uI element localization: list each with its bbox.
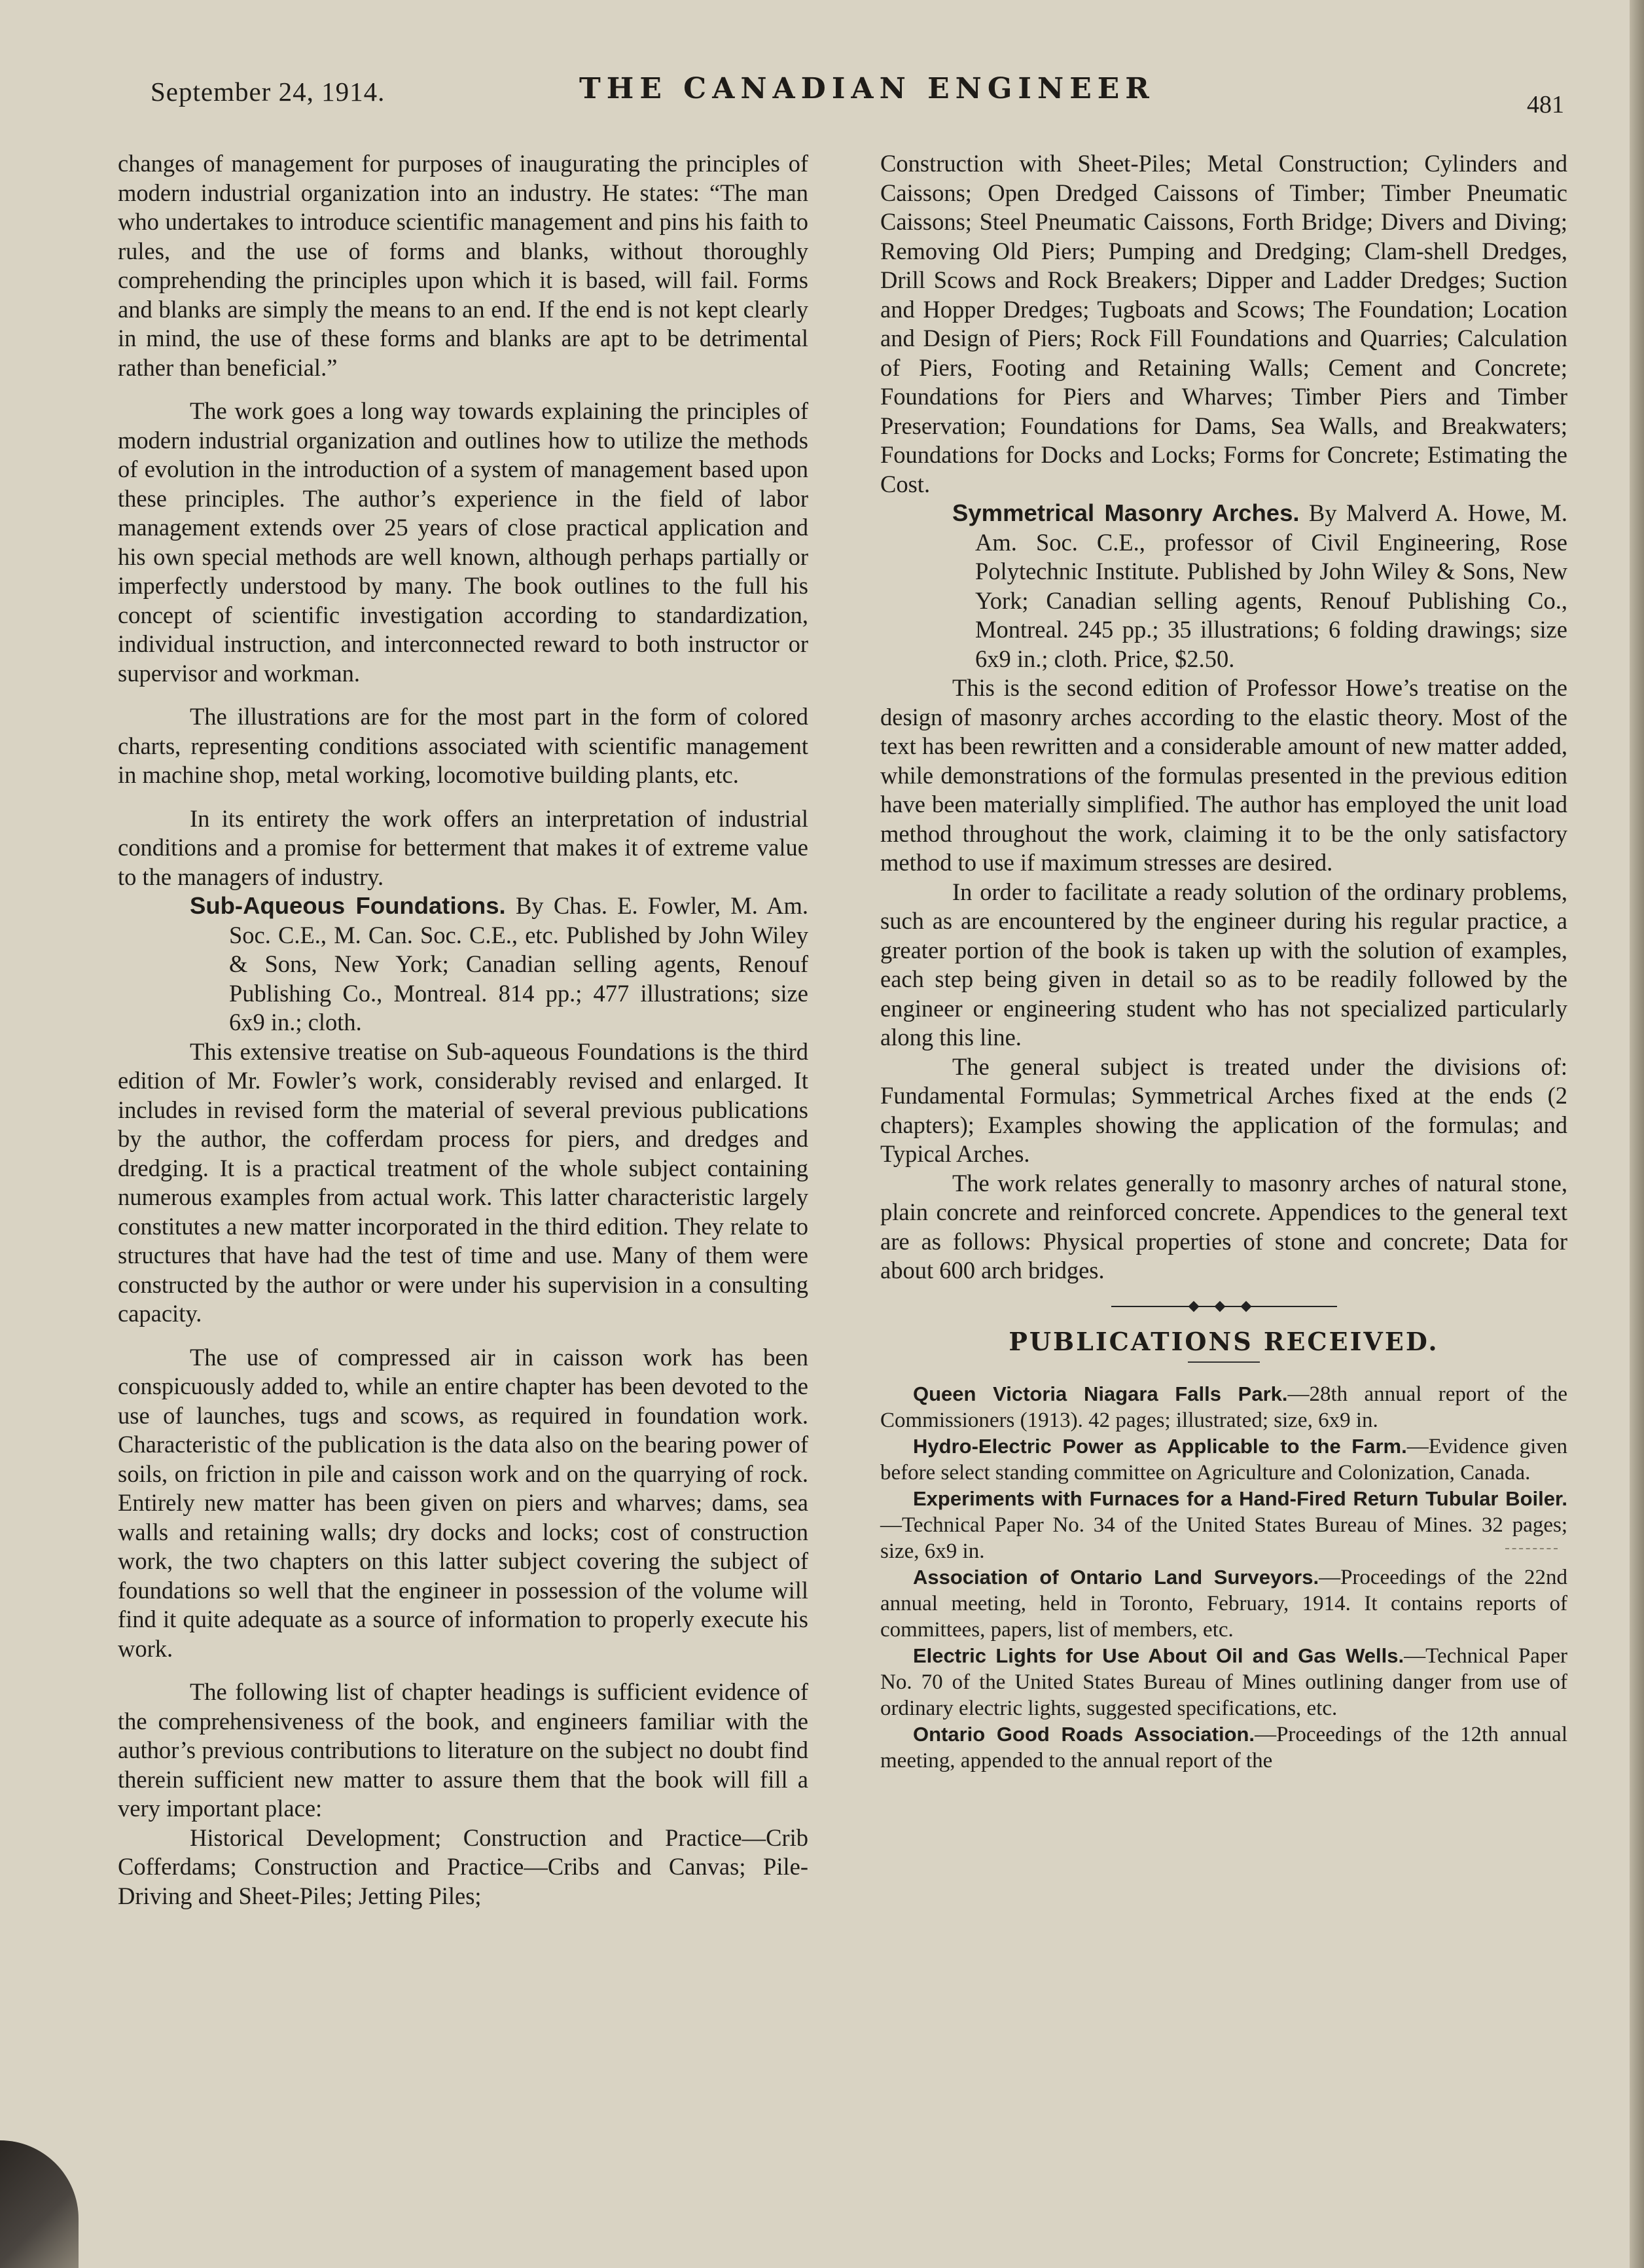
- publication-text: —Proceedings of the 12th annual meeting, appended to the annual report of the: [880, 1723, 1567, 1773]
- publication-entry: [880, 1381, 1567, 1433]
- left-column: [118, 149, 808, 1911]
- book-title: Symmetrical Masonry Arches.: [952, 499, 1300, 526]
- publication-text: —Proceedings of the 22nd annual meeting, held in Toronto, February, 1914. It contains reports of committees, papers, list of members, etc.: [880, 1566, 1567, 1642]
- paragraph: The following list of chapter headings is sufficient evidence of the comprehensiveness of the book, and engineers familiar with the author’s previous contributions to literature on the subject no doubt find therein sufficient new matter to assure them that the book will fill a very important place:: [118, 1678, 808, 1822]
- publication-title: Ontario Good Roads Association.: [913, 1723, 1255, 1746]
- chapter-list-continued: Construction with Sheet-Piles; Metal Construction; Cylinders and Caissons; Open Dredged Caissons of Timber; Timber Pneumatic Caissons; Steel Pneumatic Caissons, Forth Bridge; Divers and Diving; Removing Old Piers; Pumping and Dredging; Clam-shell Dredges, Drill Scows and Rock Breakers; Dipper and Ladder Dredges; Suction and Hopper Dredges; Tugboats and Scows; The Foundation; Location and Design of Piers; Rock Fill Foundations and Quarries; Calculation of Piers, Footing and Retaining Walls; Cement and Concrete; Foundations for Piers and Wharves; Timber Piers and Timber Preservation; Foundations for Dams, Sea Walls, and Breakwaters; Foundations for Docks and Locks; Forms for Concrete; Estimating the Cost.: [880, 150, 1567, 497]
- publication-text: —Technical Paper No. 70 of the United States Bureau of Mines outlining danger from use of ordinary electric lights, suggested specifications, etc.: [880, 1644, 1567, 1720]
- book-details: By Chas. E. Fowler, M. Am. Soc. C.E., M. Can. Soc. C.E., etc. Published by John Wiley & Sons, New York; Canadian selling agents, Renouf Publishing Co., Montreal. 814 pp.; 477 illustrations; size 6x9 in.; cloth.: [229, 892, 809, 1035]
- publication-entry: [880, 1643, 1567, 1721]
- paragraph: The illustrations are for the most part in the form of colored charts, representing conditions associated with scientific management in machine shop, metal working, locomotive building plants, etc.: [118, 703, 808, 788]
- publication-entry: [880, 1433, 1567, 1486]
- publications-heading: PUBLICATIONS RECEIVED.: [1009, 1326, 1439, 1356]
- paragraph: changes of management for purposes of inaugurating the principles of modern industrial organization into an industry. He states: “The man who undertakes to introduce scientific management and pins his faith to rules, and the use of forms and blanks, without thoroughly comprehending the principles upon which it is based, will fail. Forms and blanks are simply the means to an end. If the end is not kept clearly in mind, the use of these forms and blanks are apt to be detrimental rather than beneficial.”: [118, 150, 808, 381]
- paragraph: The general subject is treated under the divisions of: Fundamental Formulas; Symmetrical Arches fixed at the ends (2 chapters); Examples showing the application of the formulas; and Typical Arches.: [880, 1053, 1567, 1167]
- book-review-entry: [118, 891, 808, 1037]
- paragraph: This extensive treatise on Sub-aqueous Foundations is the third edition of Mr. Fowler’s work, considerably revised and enlarged. It includes in revised form the material of several previous publications by the author, the cofferdam process for piers, and dredges and dredging. It is a practical treatment of the whole subject containing numerous examples from actual work. This latter characteristic largely constitutes a new matter incorporated in the third edition. They relate to structures that have had the test of time and use. Many of them were constructed by the author or were under his supervision in a consulting capacity.: [118, 1037, 808, 1327]
- page-mark: [1505, 1548, 1558, 1551]
- book-spine-shadow: [0, 2140, 79, 2268]
- publication-title: Electric Lights for Use About Oil and Gas Wells.: [913, 1644, 1404, 1667]
- header-date: September 24, 1914.: [151, 77, 385, 107]
- paragraph: In its entirety the work offers an interpretation of industrial conditions and a promise for betterment that makes it of extreme value to the managers of industry.: [118, 804, 808, 890]
- chapter-list: Historical Development; Construction and Practice—Crib Cofferdams; Construction and Practice—Cribs and Canvas; Pile-Driving and Sheet-Piles; Jetting Piles;: [118, 1824, 808, 1909]
- right-column: [880, 149, 1567, 1774]
- publication-text: —Technical Paper No. 34 of the United States Bureau of Mines. 32 pages; size, 6x9 in.: [880, 1513, 1567, 1563]
- paragraph: The work goes a long way towards explaining the principles of modern industrial organization and outlines how to utilize the methods of evolution in the introduction of a system of management based upon these principles. The author’s experience in the field of labor management extends over 25 years of close practical application and his own special methods are well known, although perhaps partially or imperfectly understood by many. The book outlines to the full his concept of scientific investigation according to standardization, individual instruction, and interconnected reward to both instructor or supervisor and workman.: [118, 397, 808, 687]
- publication-text: —Evidence given before select standing committee on Agriculture and Colonization, Canada.: [880, 1435, 1567, 1485]
- page-header: [151, 71, 1564, 117]
- page-edge-shadow: [1630, 0, 1644, 2268]
- paragraph: The work relates generally to masonry arches of natural stone, plain concrete and reinforced concrete. Appendices to the general text are as follows: Physical properties of stone and concrete; Data for about 600 arch bridges.: [880, 1169, 1567, 1284]
- paragraph: The use of compressed air in caisson work has been conspicuously added to, while an entire chapter has been devoted to the use of launches, tugs and scows, as required in foundation work. Characteristic of the publication is the data also on the bearing power of soils, on friction in pile and caisson work and on the quarrying of rock. Entirely new matter has been given on piers and wharves; dams, sea walls and retaining walls; dry docks and locks; cost of construction work, the two chapters on this latter subject covering the subject of foundations so well that the engineer in possession of the volume will find it quite adequate as a source of information to properly execute his work.: [118, 1343, 808, 1662]
- publication-entry: [880, 1486, 1567, 1564]
- publication-entry: [880, 1721, 1567, 1774]
- book-review-entry: [880, 499, 1567, 674]
- publication-title: Queen Victoria Niagara Falls Park.: [913, 1382, 1288, 1405]
- paragraph: In order to facilitate a ready solution of the ordinary problems, such as are encountered by the engineer during his regular practice, a greater portion of the book is taken up with the solution of examples, each step being given in detail so as to be readily followed by the engineer or engineering student who has not specialized particularly along this line.: [880, 878, 1567, 1051]
- publication-title: Association of Ontario Land Surveyors.: [913, 1566, 1319, 1589]
- publication-title: Hydro-Electric Power as Applicable to the Farm.: [913, 1435, 1407, 1458]
- paragraph: This is the second edition of Professor Howe’s treatise on the design of masonry arches according to the elastic theory. Most of the text has been rewritten and a considerable amount of new matter added, while demonstrations of the formulas presented in the previous edition have been materially simplified. The author has employed the unit load method throughout the work, claiming it to be the only satisfactory method to use if maximum stresses are desired.: [880, 674, 1567, 876]
- journal-title: THE CANADIAN ENGINEER: [579, 72, 1155, 105]
- ornament-divider: [1111, 1301, 1337, 1312]
- publication-entry: [880, 1564, 1567, 1643]
- heading-rule: [1188, 1361, 1260, 1363]
- page-number: 481: [1527, 91, 1564, 118]
- book-details: By Malverd A. Howe, M. Am. Soc. C.E., professor of Civil Engineering, Rose Polytechnic Institute. Published by John Wiley & Sons, New York; Canadian selling agents, Renouf Publishing Co., Montreal. 245 pp.; 35 illustrations; 6 folding drawings; size 6x9 in.; cloth. Price, $2.50.: [975, 499, 1567, 672]
- publication-text: —28th annual report of the Commissioners (1913). 42 pages; illustrated; size, 6x9 in.: [880, 1382, 1567, 1432]
- book-title: Sub-Aqueous Foundations.: [190, 892, 506, 919]
- publication-title: Experiments with Furnaces for a Hand-Fired Return Tubular Boiler.: [913, 1487, 1567, 1510]
